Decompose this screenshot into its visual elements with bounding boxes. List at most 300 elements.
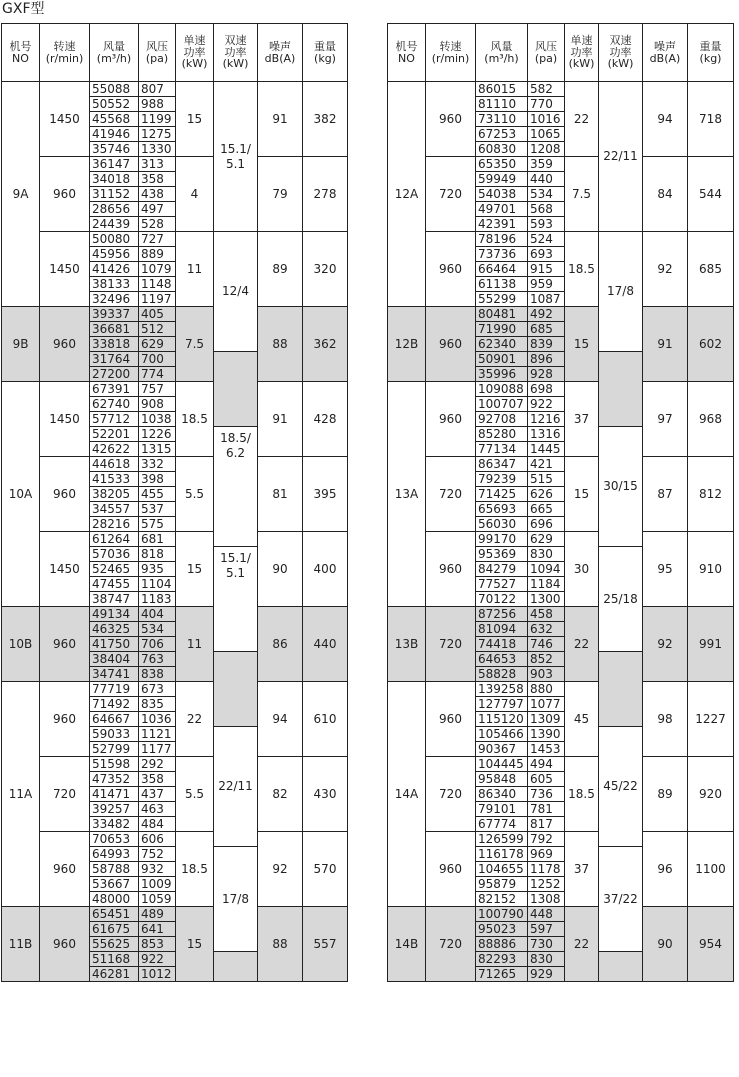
speed-cell: 960	[40, 307, 90, 382]
weight-cell: 428	[303, 382, 348, 457]
pressure-cell: 853	[139, 937, 176, 952]
speed-cell: 720	[426, 157, 476, 232]
table-row	[388, 607, 734, 622]
airflow-cell: 59033	[90, 727, 139, 742]
pressure-cell: 440	[528, 172, 565, 187]
noise-cell: 81	[258, 457, 303, 532]
pressure-cell: 781	[528, 802, 565, 817]
airflow-cell: 52465	[90, 562, 139, 577]
airflow-cell: 95879	[476, 877, 528, 892]
airflow-cell: 79101	[476, 802, 528, 817]
airflow-cell: 95023	[476, 922, 528, 937]
pressure-cell: 908	[139, 397, 176, 412]
speed-cell: 960	[426, 82, 476, 157]
pressure-cell: 1445	[528, 442, 565, 457]
dual-power-cell: 17/8	[214, 847, 258, 952]
airflow-cell: 99170	[476, 532, 528, 547]
table-row	[388, 82, 734, 97]
noise-cell: 94	[643, 82, 688, 157]
pressure-cell: 497	[139, 202, 176, 217]
airflow-cell: 34018	[90, 172, 139, 187]
table-row	[388, 682, 734, 697]
weight-cell: 718	[688, 82, 734, 157]
pressure-cell: 830	[528, 547, 565, 562]
airflow-cell: 41426	[90, 262, 139, 277]
table-row	[388, 532, 734, 547]
pressure-cell: 524	[528, 232, 565, 247]
airflow-cell: 45956	[90, 247, 139, 262]
weight-cell: 610	[303, 682, 348, 757]
airflow-cell: 65693	[476, 502, 528, 517]
airflow-cell: 81110	[476, 97, 528, 112]
airflow-cell: 56030	[476, 517, 528, 532]
pressure-cell: 1077	[528, 697, 565, 712]
dual-power-cell	[599, 352, 643, 427]
dual-power-cell: 12/4	[214, 232, 258, 352]
noise-cell: 90	[258, 532, 303, 607]
airflow-cell: 46325	[90, 622, 139, 637]
airflow-cell: 48000	[90, 892, 139, 907]
weight-cell: 544	[688, 157, 734, 232]
pressure-cell: 730	[528, 937, 565, 952]
weight-cell: 991	[688, 607, 734, 682]
pressure-cell: 693	[528, 247, 565, 262]
airflow-cell: 33482	[90, 817, 139, 832]
weight-cell: 910	[688, 532, 734, 607]
weight-cell: 382	[303, 82, 348, 157]
airflow-cell: 139258	[476, 682, 528, 697]
weight-cell: 570	[303, 832, 348, 907]
dual-power-cell: 37/22	[599, 847, 643, 952]
airflow-cell: 52201	[90, 427, 139, 442]
airflow-cell: 59949	[476, 172, 528, 187]
dual-power-cell	[599, 952, 643, 982]
airflow-cell: 24439	[90, 217, 139, 232]
dual-power-cell	[599, 652, 643, 727]
header-model-no: 机号 NO	[2, 24, 40, 82]
single-power-cell: 7.5	[565, 157, 599, 232]
table-row	[2, 757, 348, 772]
pressure-cell: 332	[139, 457, 176, 472]
pressure-cell: 922	[528, 397, 565, 412]
speed-cell: 1450	[40, 532, 90, 607]
noise-cell: 92	[258, 832, 303, 907]
single-power-cell: 11	[176, 232, 214, 307]
pressure-cell: 1184	[528, 577, 565, 592]
single-power-cell: 15	[565, 457, 599, 532]
pressure-cell: 629	[139, 337, 176, 352]
table-row	[388, 382, 734, 397]
airflow-cell: 47455	[90, 577, 139, 592]
model-no-cell: 9A	[2, 82, 40, 307]
pressure-cell: 830	[528, 952, 565, 967]
pressure-cell: 1087	[528, 292, 565, 307]
airflow-cell: 70122	[476, 592, 528, 607]
pressure-cell: 534	[528, 187, 565, 202]
table-row	[388, 757, 734, 772]
weight-cell: 968	[688, 382, 734, 457]
airflow-cell: 100707	[476, 397, 528, 412]
weight-cell: 430	[303, 757, 348, 832]
pressure-cell: 988	[139, 97, 176, 112]
pressure-cell: 1104	[139, 577, 176, 592]
airflow-cell: 90367	[476, 742, 528, 757]
pressure-cell: 752	[139, 847, 176, 862]
pressure-cell: 746	[528, 637, 565, 652]
pressure-cell: 915	[528, 262, 565, 277]
single-power-cell: 22	[565, 907, 599, 982]
noise-cell: 98	[643, 682, 688, 757]
speed-cell: 960	[40, 157, 90, 232]
airflow-cell: 104445	[476, 757, 528, 772]
noise-cell: 96	[643, 832, 688, 907]
pressure-cell: 818	[139, 547, 176, 562]
pressure-cell: 1148	[139, 277, 176, 292]
airflow-cell: 66464	[476, 262, 528, 277]
table-row	[2, 682, 348, 697]
noise-cell: 90	[643, 907, 688, 982]
table-row	[2, 232, 348, 247]
airflow-cell: 61264	[90, 532, 139, 547]
airflow-cell: 53667	[90, 877, 139, 892]
pressure-cell: 835	[139, 697, 176, 712]
airflow-cell: 45568	[90, 112, 139, 127]
pressure-cell: 932	[139, 862, 176, 877]
pressure-cell: 673	[139, 682, 176, 697]
pressure-cell: 928	[528, 367, 565, 382]
pressure-cell: 528	[139, 217, 176, 232]
pressure-cell: 770	[528, 97, 565, 112]
airflow-cell: 67774	[476, 817, 528, 832]
single-power-cell: 22	[565, 82, 599, 157]
airflow-cell: 71265	[476, 967, 528, 982]
weight-cell: 1100	[688, 832, 734, 907]
airflow-cell: 49134	[90, 607, 139, 622]
airflow-cell: 34741	[90, 667, 139, 682]
single-power-cell: 11	[176, 607, 214, 682]
pressure-cell: 404	[139, 607, 176, 622]
airflow-cell: 28216	[90, 517, 139, 532]
airflow-cell: 38205	[90, 487, 139, 502]
single-power-cell: 15	[176, 532, 214, 607]
airflow-cell: 71990	[476, 322, 528, 337]
table-row	[2, 457, 348, 472]
airflow-cell: 49701	[476, 202, 528, 217]
pressure-cell: 1016	[528, 112, 565, 127]
weight-cell: 320	[303, 232, 348, 307]
pressure-cell: 1183	[139, 592, 176, 607]
pressure-cell: 582	[528, 82, 565, 97]
pressure-cell: 929	[528, 967, 565, 982]
airflow-cell: 41946	[90, 127, 139, 142]
pressure-cell: 817	[528, 817, 565, 832]
pressure-cell: 492	[528, 307, 565, 322]
speed-cell: 960	[426, 682, 476, 757]
pressure-cell: 935	[139, 562, 176, 577]
single-power-cell: 22	[565, 607, 599, 682]
pressure-cell: 1316	[528, 427, 565, 442]
airflow-cell: 82293	[476, 952, 528, 967]
airflow-cell: 35996	[476, 367, 528, 382]
pressure-cell: 448	[528, 907, 565, 922]
speed-cell: 720	[426, 607, 476, 682]
airflow-cell: 51598	[90, 757, 139, 772]
pressure-cell: 313	[139, 157, 176, 172]
weight-cell: 812	[688, 457, 734, 532]
pressure-cell: 1453	[528, 742, 565, 757]
pressure-cell: 959	[528, 277, 565, 292]
speed-cell: 960	[426, 232, 476, 307]
header-weight: 重量 (kg)	[303, 24, 348, 82]
noise-cell: 87	[643, 457, 688, 532]
airflow-cell: 34557	[90, 502, 139, 517]
pressure-cell: 494	[528, 757, 565, 772]
airflow-cell: 64667	[90, 712, 139, 727]
model-no-cell: 14B	[388, 907, 426, 982]
airflow-cell: 36147	[90, 157, 139, 172]
noise-cell: 84	[643, 157, 688, 232]
pressure-cell: 880	[528, 682, 565, 697]
table-row	[388, 307, 734, 322]
pressure-cell: 626	[528, 487, 565, 502]
pressure-cell: 606	[139, 832, 176, 847]
speed-cell: 960	[426, 382, 476, 457]
airflow-cell: 82152	[476, 892, 528, 907]
single-power-cell: 18.5	[565, 757, 599, 832]
airflow-cell: 77719	[90, 682, 139, 697]
airflow-cell: 95369	[476, 547, 528, 562]
airflow-cell: 31764	[90, 352, 139, 367]
header-noise: 噪声 dB(A)	[643, 24, 688, 82]
pressure-cell: 458	[528, 607, 565, 622]
airflow-cell: 86347	[476, 457, 528, 472]
noise-cell: 89	[258, 232, 303, 307]
pressure-cell: 763	[139, 652, 176, 667]
pressure-cell: 1216	[528, 412, 565, 427]
noise-cell: 86	[258, 607, 303, 682]
airflow-cell: 61675	[90, 922, 139, 937]
pressure-cell: 512	[139, 322, 176, 337]
airflow-cell: 64653	[476, 652, 528, 667]
dual-power-cell: 22/11	[214, 727, 258, 847]
noise-cell: 89	[643, 757, 688, 832]
pressure-cell: 597	[528, 922, 565, 937]
model-no-cell: 13B	[388, 607, 426, 682]
pressure-cell: 358	[139, 172, 176, 187]
pressure-cell: 398	[139, 472, 176, 487]
speed-cell: 960	[426, 532, 476, 607]
airflow-cell: 54038	[476, 187, 528, 202]
noise-cell: 97	[643, 382, 688, 457]
page-title: GXF型	[2, 1, 45, 17]
airflow-cell: 50552	[90, 97, 139, 112]
model-no-cell: 13A	[388, 382, 426, 607]
table-row	[2, 307, 348, 322]
noise-cell: 91	[643, 307, 688, 382]
noise-cell: 91	[258, 82, 303, 157]
header-noise: 噪声 dB(A)	[258, 24, 303, 82]
airflow-cell: 78196	[476, 232, 528, 247]
pressure-cell: 1330	[139, 142, 176, 157]
pressure-cell: 1065	[528, 127, 565, 142]
speed-cell: 1450	[40, 232, 90, 307]
airflow-cell: 70653	[90, 832, 139, 847]
header-single-power: 单速 功率 (kW)	[176, 24, 214, 82]
single-power-cell: 18.5	[176, 832, 214, 907]
pressure-cell: 1315	[139, 442, 176, 457]
airflow-cell: 67253	[476, 127, 528, 142]
pressure-cell: 1208	[528, 142, 565, 157]
table-row	[2, 607, 348, 622]
airflow-cell: 41471	[90, 787, 139, 802]
weight-cell: 920	[688, 757, 734, 832]
table-row	[2, 832, 348, 847]
pressure-cell: 1121	[139, 727, 176, 742]
model-no-cell: 10B	[2, 607, 40, 682]
noise-cell: 79	[258, 157, 303, 232]
table-row	[388, 457, 734, 472]
single-power-cell: 37	[565, 382, 599, 457]
dual-power-cell	[214, 952, 258, 982]
airflow-cell: 80481	[476, 307, 528, 322]
dual-power-cell	[214, 352, 258, 427]
pressure-cell: 641	[139, 922, 176, 937]
model-no-cell: 11A	[2, 682, 40, 907]
airflow-cell: 28656	[90, 202, 139, 217]
table-row	[2, 907, 348, 922]
pressure-cell: 1300	[528, 592, 565, 607]
pressure-cell: 489	[139, 907, 176, 922]
pressure-cell: 696	[528, 517, 565, 532]
airflow-cell: 39337	[90, 307, 139, 322]
table-row	[2, 157, 348, 172]
header-weight: 重量 (kg)	[688, 24, 734, 82]
table-row	[388, 157, 734, 172]
pressure-cell: 463	[139, 802, 176, 817]
airflow-cell: 77134	[476, 442, 528, 457]
airflow-cell: 87256	[476, 607, 528, 622]
pressure-cell: 421	[528, 457, 565, 472]
airflow-cell: 44618	[90, 457, 139, 472]
pressure-cell: 969	[528, 847, 565, 862]
pressure-cell: 1197	[139, 292, 176, 307]
speed-cell: 720	[426, 457, 476, 532]
airflow-cell: 47352	[90, 772, 139, 787]
pressure-cell: 896	[528, 352, 565, 367]
pressure-cell: 1009	[139, 877, 176, 892]
single-power-cell: 15	[565, 307, 599, 382]
pressure-cell: 455	[139, 487, 176, 502]
speed-cell: 720	[426, 757, 476, 832]
header-model-no: 机号 NO	[388, 24, 426, 82]
speed-cell: 1450	[40, 382, 90, 457]
pressure-cell: 903	[528, 667, 565, 682]
model-no-cell: 12B	[388, 307, 426, 382]
airflow-cell: 84279	[476, 562, 528, 577]
table-row	[388, 232, 734, 247]
airflow-cell: 35746	[90, 142, 139, 157]
dual-power-cell: 30/15	[599, 427, 643, 547]
model-no-cell: 9B	[2, 307, 40, 382]
dual-power-cell: 45/22	[599, 727, 643, 847]
pressure-cell: 605	[528, 772, 565, 787]
airflow-cell: 62740	[90, 397, 139, 412]
single-power-cell: 18.5	[176, 382, 214, 457]
airflow-cell: 38404	[90, 652, 139, 667]
pressure-cell: 1059	[139, 892, 176, 907]
speed-cell: 960	[426, 307, 476, 382]
airflow-cell: 38747	[90, 592, 139, 607]
header-pressure: 风压 (pa)	[528, 24, 565, 82]
model-no-cell: 12A	[388, 82, 426, 307]
pressure-cell: 736	[528, 787, 565, 802]
single-power-cell: 45	[565, 682, 599, 757]
pressure-cell: 685	[528, 322, 565, 337]
table-row	[388, 832, 734, 847]
dual-power-cell	[214, 652, 258, 727]
pressure-cell: 700	[139, 352, 176, 367]
dual-power-cell: 22/11	[599, 82, 643, 232]
weight-cell: 602	[688, 307, 734, 382]
dual-power-cell: 15.1/ 5.1	[214, 82, 258, 232]
speed-cell: 960	[40, 832, 90, 907]
noise-cell: 91	[258, 382, 303, 457]
pressure-cell: 438	[139, 187, 176, 202]
pressure-cell: 807	[139, 82, 176, 97]
airflow-cell: 58788	[90, 862, 139, 877]
airflow-cell: 105466	[476, 727, 528, 742]
speed-cell: 960	[40, 907, 90, 982]
pressure-cell: 1309	[528, 712, 565, 727]
pressure-cell: 852	[528, 652, 565, 667]
dual-power-cell: 25/18	[599, 547, 643, 652]
pressure-cell: 537	[139, 502, 176, 517]
airflow-cell: 41750	[90, 637, 139, 652]
airflow-cell: 65350	[476, 157, 528, 172]
table-row	[2, 532, 348, 547]
pressure-cell: 706	[139, 637, 176, 652]
speed-cell: 960	[426, 832, 476, 907]
table-row	[2, 82, 348, 97]
header-pressure: 风压 (pa)	[139, 24, 176, 82]
airflow-cell: 92708	[476, 412, 528, 427]
pressure-cell: 838	[139, 667, 176, 682]
pressure-cell: 292	[139, 757, 176, 772]
speed-cell: 1450	[40, 82, 90, 157]
airflow-cell: 57036	[90, 547, 139, 562]
weight-cell: 395	[303, 457, 348, 532]
airflow-cell: 57712	[90, 412, 139, 427]
airflow-cell: 60830	[476, 142, 528, 157]
airflow-cell: 61138	[476, 277, 528, 292]
pressure-cell: 1012	[139, 967, 176, 982]
single-power-cell: 7.5	[176, 307, 214, 382]
pressure-cell: 665	[528, 502, 565, 517]
airflow-cell: 127797	[476, 697, 528, 712]
airflow-cell: 88886	[476, 937, 528, 952]
airflow-cell: 95848	[476, 772, 528, 787]
airflow-cell: 85280	[476, 427, 528, 442]
pressure-cell: 568	[528, 202, 565, 217]
dual-power-cell: 17/8	[599, 232, 643, 352]
weight-cell: 557	[303, 907, 348, 982]
noise-cell: 92	[643, 232, 688, 307]
weight-cell: 440	[303, 607, 348, 682]
pressure-cell: 1308	[528, 892, 565, 907]
weight-cell: 954	[688, 907, 734, 982]
single-power-cell: 18.5	[565, 232, 599, 307]
airflow-cell: 73736	[476, 247, 528, 262]
